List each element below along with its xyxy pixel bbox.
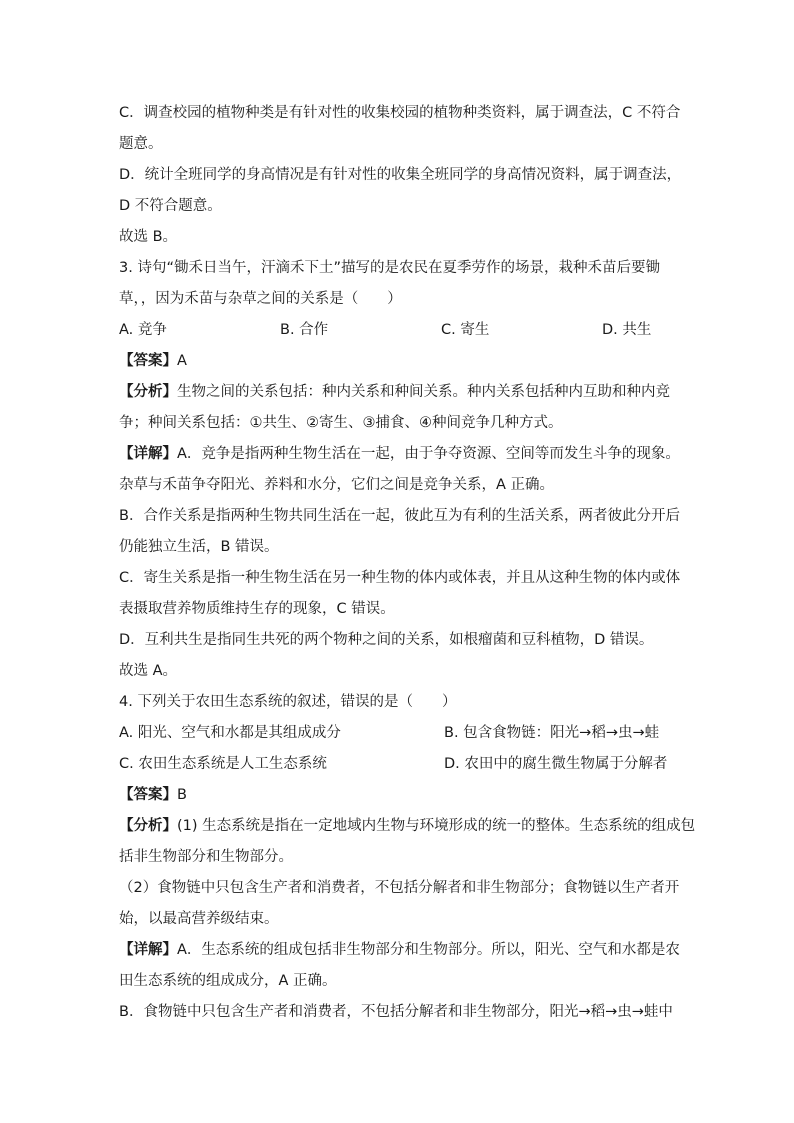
q3-analysis-line1 (119, 377, 679, 408)
q4-answer-tag: 【答案】 (119, 787, 177, 803)
q3-detail-a-line2: 杂草与禾苗争夺阳光、养料和水分，它们之间是竞争关系，A 正确。 (119, 477, 555, 493)
q3-answer (119, 346, 679, 377)
q4-options-row2 (119, 749, 679, 780)
q3-detail-c-line1: C．寄生关系是指一种生物生活在另一种生物的体内或体表，并且从这种生物的体内或体 (119, 570, 681, 586)
q3-option-b: B. 合作 (280, 322, 329, 338)
q3-option-c: C. 寄生 (441, 322, 490, 338)
q3-stem-line2: 草，，因为禾苗与杂草之间的关系是（ ） (119, 291, 402, 307)
q4-analysis-line3: （2）食物链中只包含生产者和消费者，不包括分解者和非生物部分；食物链以生产者开 (119, 880, 680, 896)
q3-detail-b-line1: B．合作关系是指两种生物共同生活在一起，彼此互为有利的生活关系，两者彼此分开后 (119, 508, 680, 524)
q3-detail-c-line2: 表摄取营养物质维持生存的现象，C 错误。 (119, 601, 395, 617)
q2-detail-d-line2: D 不符合题意。 (119, 198, 222, 214)
q2-detail-d-line1: D．统计全班同学的身高情况是有针对性的收集全班同学的身高情况资料，属于调查法， (119, 167, 682, 183)
q4-detail-a-line2: 田生态系统的组成成分，A 正确。 (119, 973, 337, 989)
q3-option-d: D. 共生 (602, 322, 652, 338)
q3-options (119, 315, 679, 346)
q3-detail-a-text1: A．竞争是指两种生物生活在一起，由于争夺资源、空间等而发生斗争的现象。 (177, 446, 680, 462)
q3-analysis-tag: 【分析】 (119, 384, 177, 400)
q3-detail-b-line2: 仍能独立生活，B 错误。 (119, 539, 279, 555)
q3-analysis-line2: 争；种间关系包括：①共生、②寄生、③捕食、④种间竞争几种方式。 (119, 415, 563, 431)
q2-detail-c-line1: C．调查校园的植物种类是有针对性的收集校园的植物种类资料，属于调查法，C 不符合 (119, 105, 681, 121)
q4-option-c: C. 农田生态系统是人工生态系统 (119, 756, 327, 772)
q3-stem-line1: 3. 诗句“锄禾日当午，汗滴禾下土”描写的是农民在夏季劳作的场景，栽种禾苗后要锄 (119, 260, 660, 276)
q4-analysis-tag: 【分析】 (119, 818, 177, 834)
q4-detail-tag: 【详解】 (119, 942, 177, 958)
q2-detail-c-line2: 题意。 (119, 136, 163, 152)
q4-answer (119, 780, 679, 811)
q4-analysis-line2: 括非生物部分和生物部分。 (119, 849, 293, 865)
document-page (119, 98, 696, 1028)
q4-analysis-line1 (119, 811, 696, 842)
q4-detail-a-text1: A．生态系统的组成包括非生物部分和生物部分。所以，阳光、空气和水都是农 (177, 942, 680, 958)
q4-detail-b-line1: B．食物链中只包含生产者和消费者，不包括分解者和非生物部分，阳光→稻→虫→蛙中 (119, 1004, 673, 1020)
q3-choice: 故选 A。 (119, 663, 178, 679)
q4-option-b: B. 包含食物链：阳光→稻→虫→蛙 (444, 725, 660, 741)
q3-detail-d-line1: D．互利共生是指同生共死的两个物种之间的关系，如根瘤菌和豆科植物，D 错误。 (119, 632, 654, 648)
q4-options-row1 (119, 718, 679, 749)
q3-answer-tag: 【答案】 (119, 353, 177, 369)
q2-choice: 故选 B。 (119, 229, 178, 245)
q3-detail-a-line1 (119, 439, 679, 470)
q4-option-a: A. 阳光、空气和水都是其组成成分 (119, 725, 341, 741)
q4-analysis-line4: 始，以最高营养级结束。 (119, 911, 279, 927)
q4-answer-value: B (177, 787, 187, 803)
q4-analysis-text1: (1) 生态系统是指在一定地域内生物与环境形成的统一的整体。生态系统的组成包 (177, 818, 696, 834)
q3-analysis-text1: 生物之间的关系包括：种内关系和种间关系。种内关系包括种内互助和种内竞 (177, 384, 670, 400)
q3-answer-value: A (177, 353, 187, 369)
q3-option-a: A. 竞争 (119, 322, 167, 338)
q3-detail-tag: 【详解】 (119, 446, 177, 462)
q4-option-d: D. 农田中的腐生微生物属于分解者 (444, 756, 668, 772)
q4-detail-a-line1 (119, 935, 679, 966)
q4-stem: 4. 下列关于农田生态系统的叙述，错误的是（ ） (119, 694, 457, 710)
